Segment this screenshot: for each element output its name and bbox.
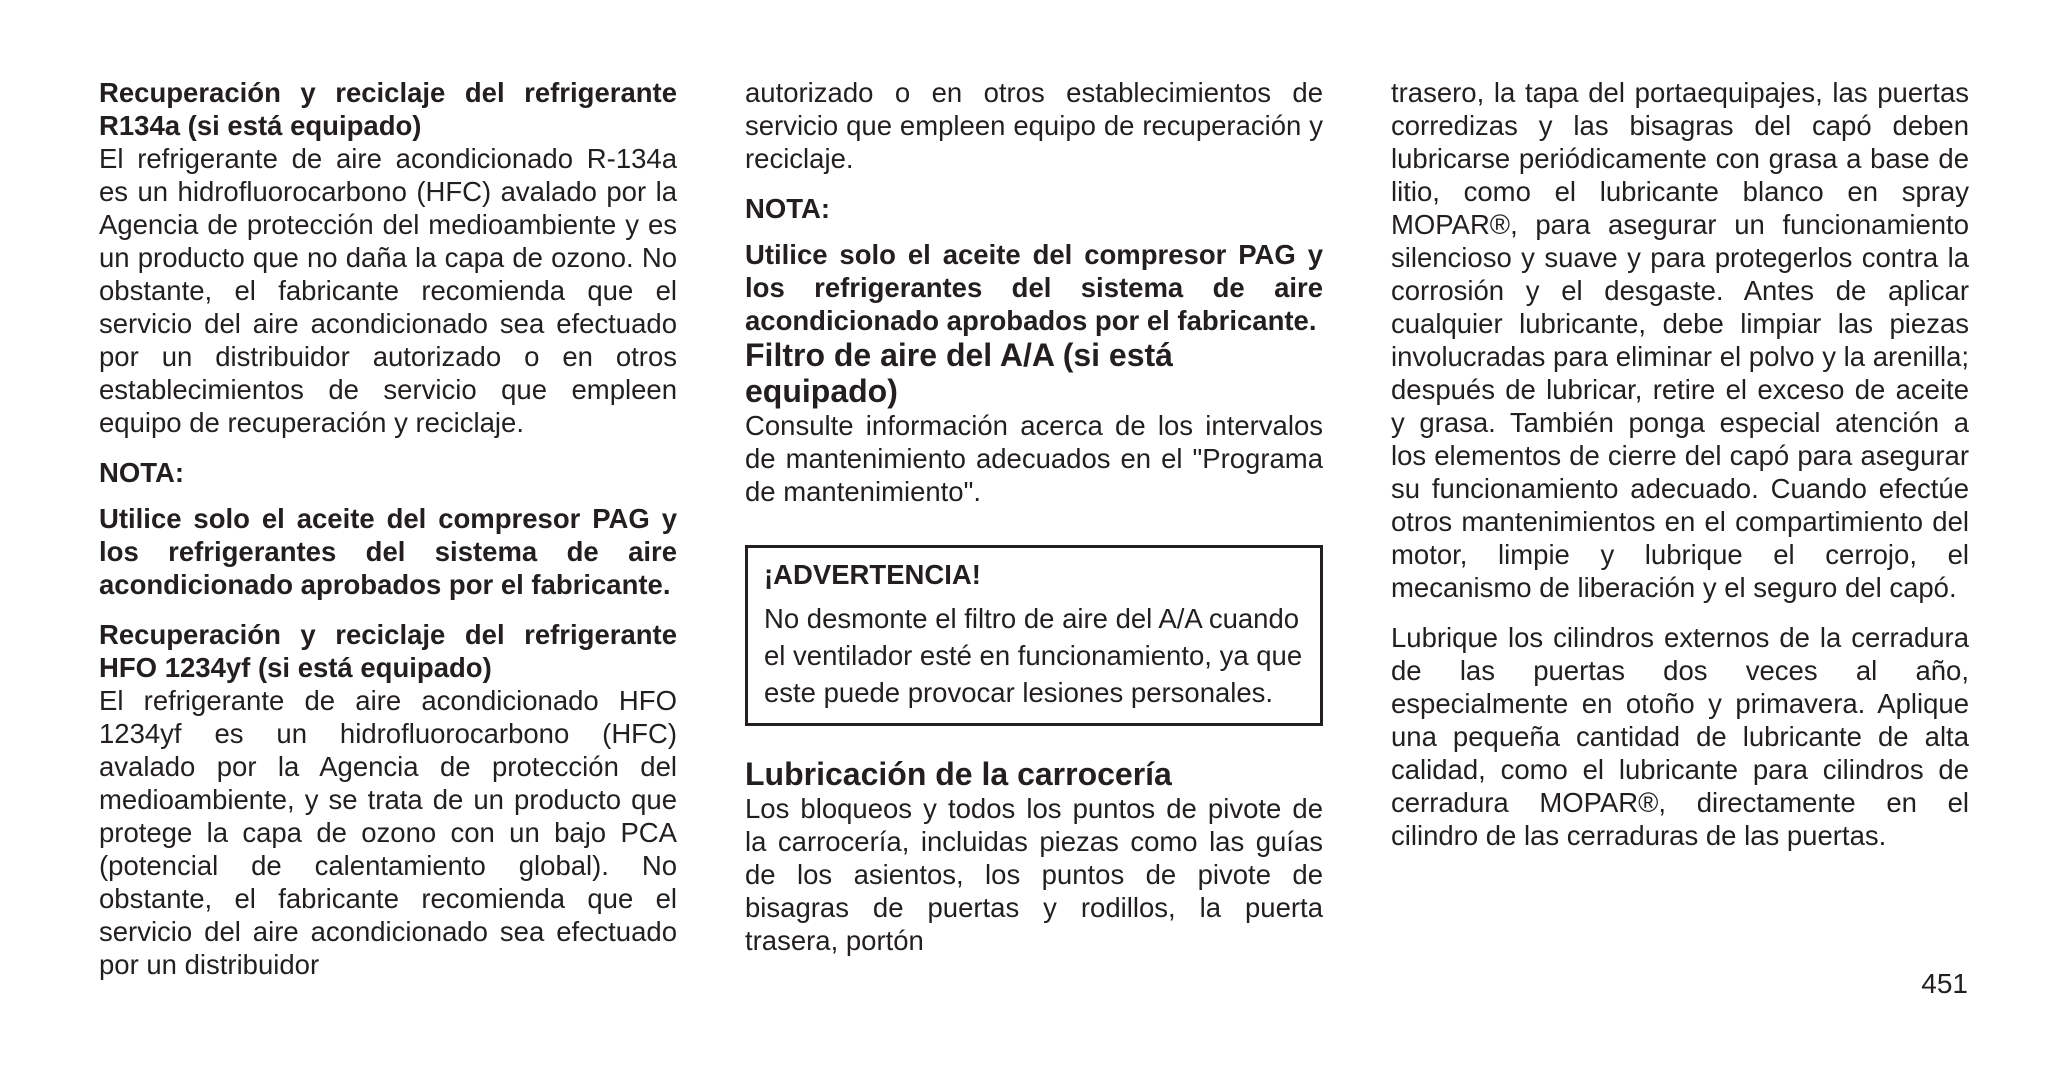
right-column [1391, 76, 1969, 852]
note-label: NOTA: [745, 193, 831, 224]
filter-section-title: Filtro de aire del A/A (si está equipado) [745, 337, 1173, 409]
continuation-text: trasero, la tapa del portaequipajes, las puertas corredizas y las bisagras del capó deben lubricarse periódicamente con grasa a base de litio, como el lubricante blanco en spray MOPAR®, para asegurar un funcionamiento silencioso y suave y para protegerlos contra la corrosión y el desgaste. Antes de aplicar cualquier lubricante, debe limpiar las piezas involucradas para eliminar el polvo y la arenilla; después de lubricar, retire el exceso de aceite y grasa. También ponga especial atención a los elementos de cierre del capó para asegurar su funcionamiento adecuado. Cuando efectúe otros mantenimientos en el compartimiento del motor, limpie y lubrique el cerrojo, el mecanismo de liberación y el seguro del capó. [1391, 77, 1969, 603]
warning-title: ¡ADVERTENCIA! [764, 559, 981, 590]
lubrication-section-title: Lubricación de la carrocería [745, 756, 1172, 792]
note-text: Utilice solo el aceite del compresor PAG y los refrigerantes del sistema de aire acondicionado aprobados por el fabricante. [99, 503, 677, 600]
door-cylinders-text: Lubrique los cilindros externos de la cerradura de las puertas dos veces al año, especialmente en otoño y primavera. Aplique una pequeña cantidad de lubricante de alta calidad, como el lubricante para cilindros de cerradura MOPAR®, directamente en el cilindro de las cerraduras de las puertas. [1391, 622, 1969, 851]
hfo-body-text: El refrigerante de aire acondicionado HFO 1234yf es un hidrofluorocarbono (HFC) avalado por la Agencia de protección del medioambiente, y se trata de un producto que protege la capa de ozono con un bajo PCA (potencial de calentamiento global). No obstante, el fabricante recomienda que el servicio del aire acondicionado sea efectuado por un distribuidor [99, 685, 677, 980]
lubrication-body-text: Los bloqueos y todos los puntos de pivote de la carrocería, incluidas piezas como las guías de los asientos, los puntos de pivote de bisagras de puertas y rodillos, la puerta trasera, portón [745, 793, 1323, 956]
r134a-body-text: El refrigerante de aire acondicionado R-134a es un hidrofluorocarbono (HFC) avalado por la Agencia de protección del medioambiente y es un producto que no daña la capa de ozono. No obstante, el fabricante recomienda que el servicio del aire acondicionado sea efectuado por un distribuidor autorizado o en otros establecimientos de servicio que empleen equipo de recuperación y reciclaje. [99, 143, 677, 438]
note-text: Utilice solo el aceite del compresor PAG y los refrigerantes del sistema de aire acondicionado aprobados por el fabricante. [745, 239, 1323, 336]
left-column [99, 76, 677, 981]
filter-body-text: Consulte información acerca de los intervalos de mantenimiento adecuados en el "Programa de mantenimiento". [745, 410, 1323, 507]
note-label: NOTA: [99, 457, 185, 488]
r134a-section-title: Recuperación y reciclaje del refrigerante R134a (si está equipado) [99, 77, 677, 141]
hfo-section-title: Recuperación y reciclaje del refrigerante HFO 1234yf (si está equipado) [99, 619, 677, 683]
continuation-text: autorizado o en otros establecimientos de servicio que empleen equipo de recuperación y reciclaje. [745, 77, 1323, 174]
page-number: 451 [1921, 968, 1968, 999]
warning-box [745, 545, 1323, 726]
warning-text: No desmonte el filtro de aire del A/A cuando el ventilador esté en funcionamiento, ya que este puede provocar lesiones personales. [764, 603, 1303, 708]
middle-column [745, 76, 1323, 957]
